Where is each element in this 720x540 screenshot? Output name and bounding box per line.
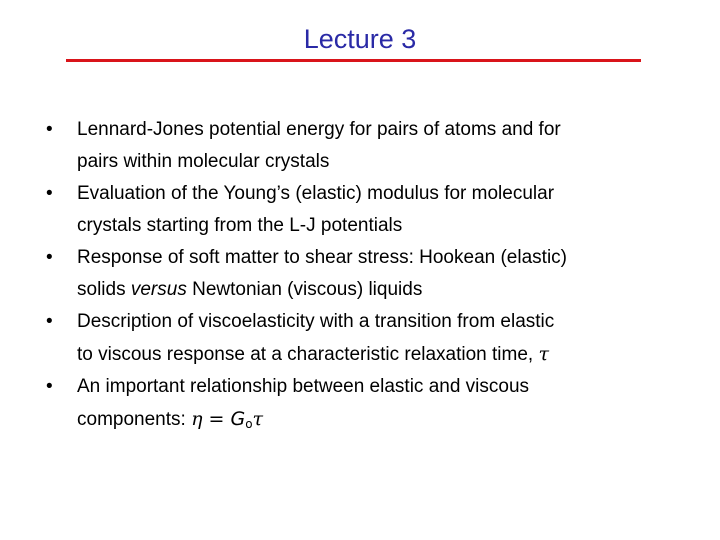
bullet-item-relationship: [46, 371, 656, 440]
bullet-item-shear-stress: [46, 242, 656, 306]
title-underline: [66, 59, 641, 62]
tau-symbol: τ: [538, 343, 549, 365]
bullet-marker: •: [46, 376, 53, 397]
bullet-marker: •: [46, 119, 53, 140]
bullet-text-line: Lennard-Jones potential energy for pairs of atoms and for: [77, 119, 561, 140]
bullet-list: [46, 114, 656, 440]
bullet-marker: •: [46, 183, 53, 204]
bullet-text-segment: solids: [77, 279, 131, 300]
bullet-text-line-composite: [77, 274, 656, 306]
bullet-text-line: pairs within molecular crystals: [77, 151, 330, 172]
bullet-item-viscoelasticity: [46, 306, 656, 371]
bullet-text-segment: components:: [77, 409, 192, 430]
bullet-item-youngs-modulus: [46, 178, 656, 242]
subscript-zero: o: [245, 417, 253, 431]
emphasis-text: versus: [130, 279, 187, 300]
bullet-text-segment: to viscous response at a characteristic relaxation time,: [77, 344, 539, 365]
bullet-text-line-composite: [77, 338, 656, 371]
bullet-text-line: An important relationship between elastic and viscous: [77, 376, 530, 397]
equals-sign: =: [202, 408, 231, 430]
bullet-text-line: Response of soft matter to shear stress: Hookean (elastic): [77, 247, 567, 268]
bullet-text-line: crystals starting from the L-J potentials: [77, 215, 403, 236]
bullet-item-lennard-jones: [46, 114, 656, 178]
equation: [191, 408, 263, 430]
slide-title: Lecture 3: [303, 24, 417, 54]
bullet-text-line-composite: [77, 403, 656, 440]
bullet-text-segment: Newtonian (viscous) liquids: [186, 279, 423, 300]
bullet-text-line: Evaluation of the Young’s (elastic) modulus for molecular: [77, 183, 555, 204]
bullet-marker: •: [46, 247, 53, 268]
tau-symbol: τ: [252, 408, 264, 430]
shear-modulus-symbol: G: [230, 408, 246, 430]
bullet-marker: •: [46, 311, 53, 332]
bullet-text-line: Description of viscoelasticity with a transition from elastic: [77, 311, 555, 332]
eta-symbol: η: [191, 408, 203, 430]
